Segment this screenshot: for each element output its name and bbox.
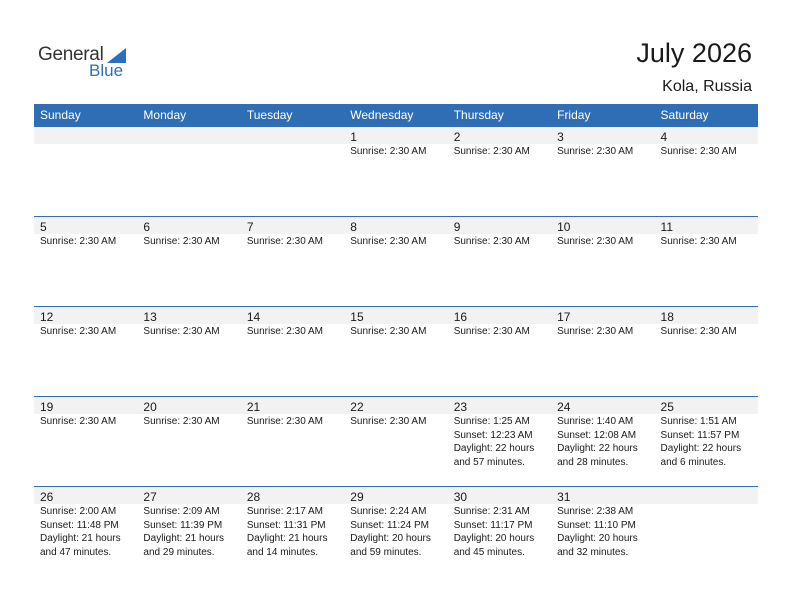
day-cell [655, 396, 758, 469]
day-number: 28 [246, 490, 261, 504]
day-number [661, 486, 758, 504]
day-number: 5 [40, 220, 47, 234]
day-detail-line: Sunrise: 2:30 AM [40, 416, 117, 427]
day-details [454, 505, 551, 559]
day-detail-line: Daylight: 22 hours [660, 443, 742, 454]
day-detail-line: Sunrise: 2:30 AM [350, 416, 427, 427]
calendar-week [34, 396, 758, 486]
day-detail-line: and 57 minutes. [453, 456, 525, 468]
day-detail-line: Sunrise: 2:30 AM [453, 236, 530, 247]
day-number: 22 [350, 400, 364, 414]
day-details [454, 235, 551, 249]
day-cell [34, 396, 137, 469]
day-cell [551, 216, 654, 249]
day-number: 9 [453, 220, 461, 234]
day-cell [241, 126, 344, 159]
day-details [143, 235, 240, 249]
day-cell [241, 486, 344, 559]
day-detail-line: Sunrise: 2:30 AM [246, 416, 323, 427]
day-cell [655, 486, 758, 559]
day-cell [448, 126, 551, 159]
day-cell [344, 306, 447, 339]
day-number: 16 [453, 310, 468, 324]
day-number: 15 [350, 310, 364, 324]
day-cell [344, 126, 447, 159]
day-details [661, 325, 758, 339]
day-number: 19 [40, 400, 54, 414]
day-detail-line: and 14 minutes. [246, 546, 319, 558]
day-cell [655, 306, 758, 339]
weekday-monday: Monday [143, 108, 187, 122]
day-details [247, 235, 344, 249]
day-number: 14 [246, 310, 261, 324]
day-cell [448, 486, 551, 559]
day-cell [344, 396, 447, 469]
weekday-friday: Friday [557, 108, 591, 122]
day-detail-line: Sunrise: 2:17 AM [246, 506, 323, 517]
day-detail-line: Daylight: 20 hours [350, 533, 431, 544]
day-cell [551, 126, 654, 159]
day-details [454, 145, 551, 159]
day-detail-line: Sunset: 12:08 AM [557, 429, 637, 441]
day-details [350, 325, 447, 339]
day-cell [137, 306, 240, 339]
day-cell [34, 306, 137, 339]
calendar-week [34, 126, 758, 216]
calendar-weeks [34, 126, 758, 576]
day-details [40, 505, 137, 559]
day-detail-line: Sunrise: 2:09 AM [143, 506, 220, 517]
day-detail-line: and 45 minutes. [453, 546, 525, 558]
day-number: 26 [40, 490, 54, 504]
day-cell [551, 306, 654, 339]
day-detail-line: Sunset: 11:57 PM [660, 429, 740, 441]
day-number: 18 [660, 310, 674, 324]
day-number: 23 [453, 400, 468, 414]
day-details [40, 325, 137, 339]
day-cell [241, 306, 344, 339]
week-row [34, 306, 758, 339]
day-detail-line: Daylight: 22 hours [557, 443, 638, 454]
day-detail-line: Sunrise: 2:30 AM [660, 326, 737, 337]
day-number: 29 [350, 490, 364, 504]
day-detail-line: Sunrise: 2:30 AM [557, 236, 634, 247]
day-number [247, 126, 344, 144]
day-details [247, 415, 344, 429]
day-number: 24 [557, 400, 571, 414]
day-cell [655, 126, 758, 159]
day-detail-line: Sunset: 11:17 PM [453, 519, 533, 531]
day-details [143, 415, 240, 429]
day-number: 25 [660, 400, 674, 414]
day-number [143, 126, 240, 144]
day-number: 17 [557, 310, 571, 324]
day-details [247, 505, 344, 559]
day-details [350, 145, 447, 159]
day-number: 13 [143, 310, 157, 324]
day-number: 20 [143, 400, 157, 414]
day-detail-line: Daylight: 21 hours [40, 533, 121, 544]
day-detail-line: Sunrise: 1:40 AM [557, 416, 634, 427]
day-cell [137, 126, 240, 159]
day-cell [448, 216, 551, 249]
location-subtitle: Kola, Russia [662, 78, 752, 95]
day-cell [655, 216, 758, 249]
day-cell [551, 486, 654, 559]
day-details [247, 325, 344, 339]
day-detail-line: Sunrise: 2:30 AM [143, 236, 220, 247]
day-detail-line: and 29 minutes. [143, 546, 215, 558]
day-details [350, 415, 447, 429]
day-details [350, 235, 447, 249]
day-detail-line: Sunrise: 2:31 AM [453, 506, 530, 517]
day-cell [241, 396, 344, 469]
weekday-sunday: Sunday [40, 108, 81, 122]
day-detail-line: Sunrise: 2:00 AM [40, 506, 117, 517]
day-number: 27 [143, 490, 157, 504]
day-number: 2 [453, 130, 461, 144]
week-row [34, 396, 758, 469]
day-detail-line: Sunset: 11:39 PM [143, 519, 223, 531]
day-detail-line: Sunrise: 2:30 AM [660, 146, 737, 157]
day-cell [34, 486, 137, 559]
day-detail-line: Sunrise: 1:51 AM [660, 416, 737, 427]
day-number [40, 126, 137, 144]
day-number: 7 [246, 220, 254, 234]
day-details [454, 325, 551, 339]
day-number: 12 [40, 310, 54, 324]
day-cell [34, 216, 137, 249]
day-number: 3 [557, 130, 564, 144]
day-details [661, 235, 758, 249]
day-details [40, 235, 137, 249]
day-detail-line: Sunrise: 2:38 AM [557, 506, 634, 517]
day-number: 6 [143, 220, 151, 234]
day-detail-line: and 32 minutes. [557, 546, 629, 558]
day-number: 21 [246, 400, 261, 414]
day-detail-line: Daylight: 21 hours [143, 533, 225, 544]
day-detail-line: and 59 minutes. [350, 546, 422, 558]
week-row [34, 216, 758, 249]
day-cell [448, 306, 551, 339]
day-number: 1 [350, 130, 357, 144]
calendar-week [34, 216, 758, 306]
day-detail-line: Sunrise: 2:30 AM [660, 236, 737, 247]
logo-blue-text: Blue [89, 61, 124, 80]
day-detail-line: Sunrise: 2:30 AM [350, 326, 427, 337]
day-detail-line: Sunrise: 2:30 AM [246, 326, 323, 337]
day-details [557, 415, 654, 469]
weekday-tuesday: Tuesday [246, 108, 293, 122]
day-cell [241, 216, 344, 249]
day-details [557, 235, 654, 249]
day-detail-line: and 6 minutes. [660, 456, 727, 468]
day-number: 31 [557, 490, 571, 504]
day-detail-line: Daylight: 21 hours [246, 533, 328, 544]
day-detail-line: Sunrise: 2:30 AM [557, 326, 634, 337]
day-number: 11 [660, 220, 673, 234]
day-cell [551, 396, 654, 469]
day-detail-line: Sunset: 11:31 PM [246, 519, 326, 531]
day-number: 30 [453, 490, 468, 504]
day-details [661, 145, 758, 159]
day-detail-line: Sunset: 11:48 PM [40, 519, 119, 531]
day-cell [344, 216, 447, 249]
weekday-header [34, 104, 758, 126]
day-details [661, 415, 758, 469]
day-detail-line: Sunset: 11:24 PM [350, 519, 430, 531]
weekday-thursday: Thursday [453, 108, 504, 122]
day-detail-line: Sunrise: 2:30 AM [40, 326, 117, 337]
day-cell [448, 396, 551, 469]
day-detail-line: Sunrise: 1:25 AM [453, 416, 530, 427]
day-details [454, 415, 551, 469]
day-detail-line: Sunrise: 2:24 AM [350, 506, 427, 517]
day-detail-line: Sunrise: 2:30 AM [143, 416, 220, 427]
weekday-saturday: Saturday [660, 108, 709, 122]
day-detail-line: Sunset: 12:23 AM [453, 429, 533, 441]
day-detail-line: Daylight: 20 hours [557, 533, 638, 544]
day-details [143, 505, 240, 559]
calendar-grid [34, 104, 758, 576]
day-details [557, 505, 654, 559]
day-detail-line: Sunrise: 2:30 AM [40, 236, 117, 247]
day-detail-line: Sunrise: 2:30 AM [350, 236, 427, 247]
day-detail-line: Sunrise: 2:30 AM [453, 326, 530, 337]
day-details [40, 415, 137, 429]
day-cell [137, 216, 240, 249]
day-number: 10 [557, 220, 571, 234]
day-detail-line: Daylight: 22 hours [453, 443, 535, 454]
logo-general-text: General [38, 44, 104, 65]
day-details [143, 325, 240, 339]
day-detail-line: Sunrise: 2:30 AM [557, 146, 634, 157]
calendar-week [34, 486, 758, 576]
day-detail-line: Sunrise: 2:30 AM [453, 146, 530, 157]
day-details [557, 325, 654, 339]
day-detail-line: and 28 minutes. [557, 456, 629, 468]
day-cell [34, 126, 137, 159]
day-detail-line: Sunrise: 2:30 AM [143, 326, 220, 337]
day-detail-line: and 47 minutes. [40, 546, 112, 558]
page-title: July 2026 [636, 38, 752, 68]
day-detail-line: Sunrise: 2:30 AM [246, 236, 323, 247]
week-row [34, 486, 758, 559]
week-row [34, 126, 758, 159]
day-cell [344, 486, 447, 559]
day-detail-line: Daylight: 20 hours [453, 533, 535, 544]
calendar-week [34, 306, 758, 396]
weekday-wednesday: Wednesday [350, 108, 414, 122]
day-number: 4 [660, 130, 668, 144]
day-details [350, 505, 447, 559]
day-cell [137, 486, 240, 559]
day-cell [137, 396, 240, 469]
day-detail-line: Sunrise: 2:30 AM [350, 146, 427, 157]
logo [38, 44, 138, 80]
day-detail-line: Sunset: 11:10 PM [557, 519, 636, 531]
day-number: 8 [350, 220, 357, 234]
day-details [557, 145, 654, 159]
